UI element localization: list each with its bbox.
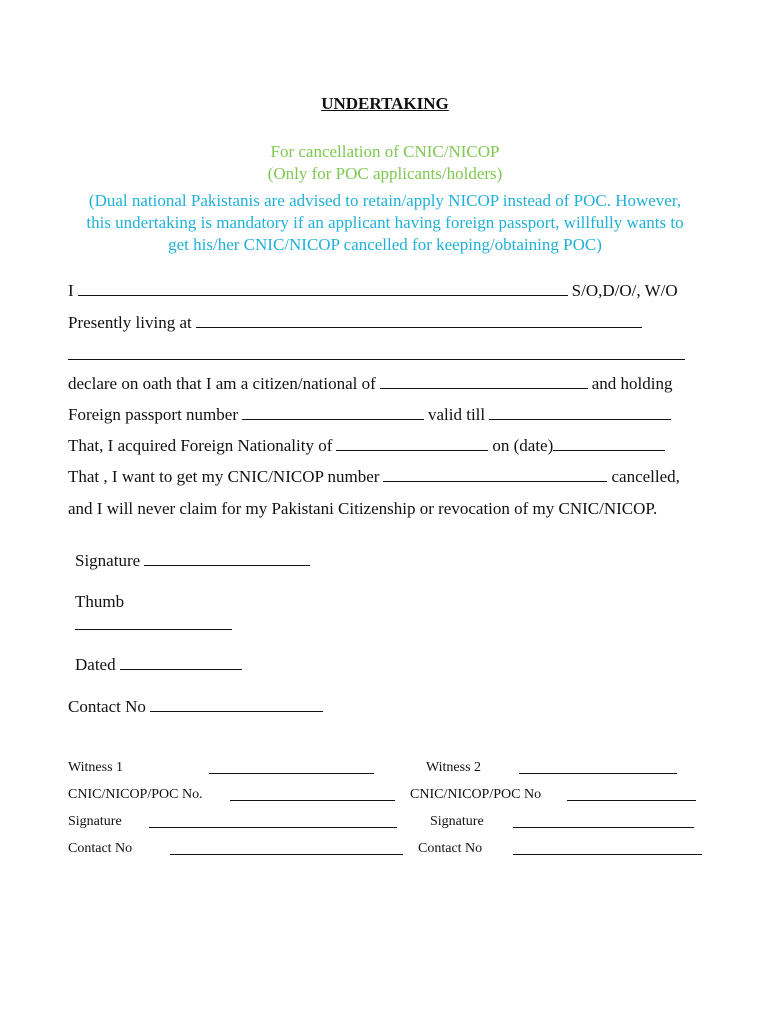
witness-1-cnic-field[interactable]: [230, 800, 395, 801]
citizen-field[interactable]: [380, 388, 588, 389]
witness-2-signature-field[interactable]: [513, 827, 694, 828]
passport-label: Foreign passport number: [68, 405, 238, 424]
signature-label: Signature: [75, 551, 141, 570]
witness-2-cnic-field[interactable]: [567, 800, 696, 801]
notice-line-3: get his/her CNIC/NICOP cancelled for keeping/obtaining POC): [168, 235, 602, 254]
nationality-label: That, I acquired Foreign Nationality of: [68, 436, 333, 455]
witness-2-contact-field[interactable]: [513, 854, 702, 855]
cancelled-label: cancelled,: [611, 467, 680, 486]
nationality-field[interactable]: [336, 450, 488, 451]
witness-2-label: Witness 2: [426, 760, 482, 775]
witness-1-signature-field[interactable]: [149, 827, 397, 828]
cnic-row: [68, 467, 680, 487]
witness-1-cnic-label: CNIC/NICOP/POC No.: [68, 787, 203, 802]
witness-2-field[interactable]: [519, 773, 677, 774]
address-field[interactable]: [196, 327, 642, 328]
cnic-field[interactable]: [383, 481, 607, 482]
witness-1-contact-field[interactable]: [170, 854, 403, 855]
witness-1-contact-label: Contact No: [68, 841, 133, 856]
witness-2-contact-label: Contact No: [418, 841, 483, 856]
notice-line-2: this undertaking is mandatory if an applicant having foreign passport, willfully wants to: [86, 213, 684, 232]
declare-label: declare on oath that I am a citizen/national of: [68, 374, 376, 393]
contact-label: Contact No: [68, 697, 146, 716]
relation-label: S/O,D/O/, W/O: [571, 281, 678, 300]
signature-row: [75, 551, 314, 571]
witness-2-cnic-label: CNIC/NICOP/POC No: [410, 787, 542, 802]
on-date-label: on (date): [492, 436, 554, 455]
contact-row: [68, 697, 327, 717]
claim-text: and I will never claim for my Pakistani Citizenship or revocation of my CNIC/NICOP.: [68, 499, 658, 518]
passport-field[interactable]: [242, 419, 424, 420]
dated-row: [75, 655, 246, 675]
nationality-row: [68, 436, 669, 456]
citizen-row: [68, 374, 673, 394]
dated-field[interactable]: [120, 669, 242, 670]
date-field[interactable]: [553, 450, 665, 451]
name-field[interactable]: [78, 295, 568, 296]
signature-field[interactable]: [144, 565, 310, 566]
address-line-2[interactable]: [68, 359, 685, 360]
subtitle-poc: (Only for POC applicants/holders): [267, 164, 503, 183]
living-label: Presently living at: [68, 313, 192, 332]
subtitle-cancellation: For cancellation of CNIC/NICOP: [270, 142, 500, 161]
contact-field[interactable]: [150, 711, 323, 712]
notice-line-1: (Dual national Pakistanis are advised to retain/apply NICOP instead of POC. However,: [88, 191, 682, 210]
and-holding-label: and holding: [591, 374, 673, 393]
valid-till-field[interactable]: [489, 419, 671, 420]
passport-row: [68, 405, 675, 425]
name-row: [68, 281, 678, 301]
dated-label: Dated: [75, 655, 116, 674]
cnic-label: That , I want to get my CNIC/NICOP number: [68, 467, 380, 486]
address-row: [68, 313, 646, 333]
page-title: UNDERTAKING: [321, 94, 449, 113]
witness-2-signature-label: Signature: [430, 814, 484, 829]
witness-1-label: Witness 1: [68, 760, 124, 775]
valid-till-label: valid till: [427, 405, 486, 424]
witness-1-field[interactable]: [209, 773, 374, 774]
i-label: I: [68, 281, 74, 300]
thumb-field[interactable]: [75, 629, 232, 630]
witness-1-signature-label: Signature: [68, 814, 122, 829]
thumb-label: Thumb: [75, 592, 125, 611]
